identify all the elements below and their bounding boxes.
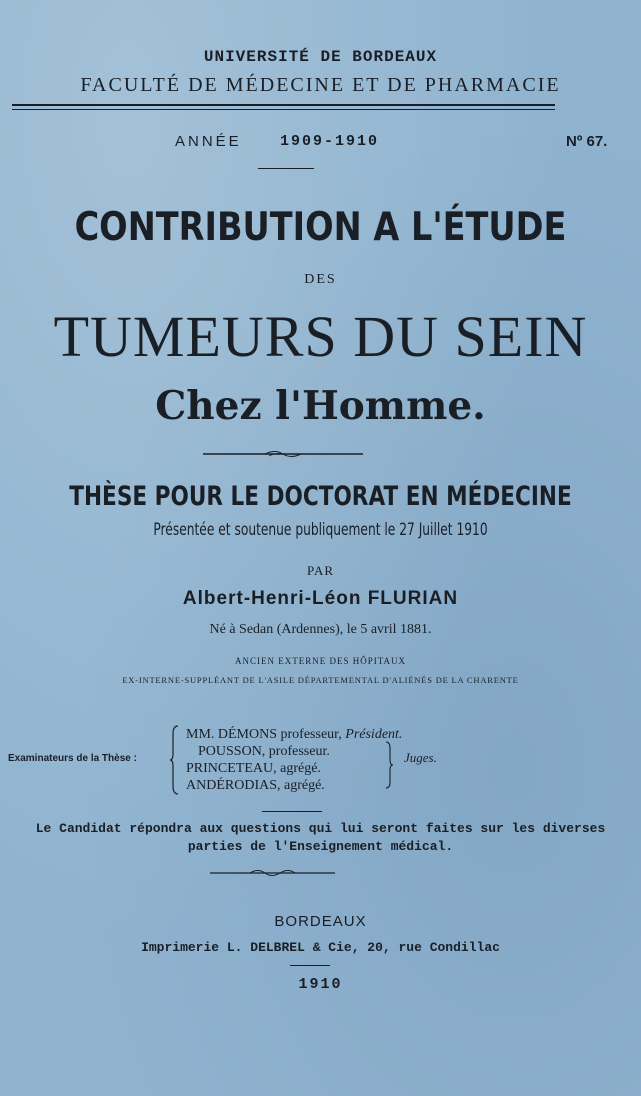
jury-member-name: ANDÉRODIAS, agrégé.: [186, 778, 325, 793]
jury-member-role: Président.: [345, 727, 403, 742]
header-rule: [12, 104, 555, 106]
short-rule: [258, 168, 314, 169]
university-name: UNIVERSITÉ DE BORDEAUX: [203, 48, 438, 66]
title-line-1: CONTRIBUTION A L'ÉTUDE: [74, 205, 567, 250]
jury-member: [186, 726, 402, 743]
author-name: Albert-Henri-Léon FLURIAN: [182, 588, 459, 609]
academic-years: 1909-1910: [280, 133, 380, 150]
jury-member: [186, 777, 402, 794]
by-label: PAR: [306, 563, 335, 578]
title-line-2: DES: [304, 272, 337, 287]
jury-member: [186, 760, 402, 777]
faculty-name: FACULTÉ DE MÉDECINE ET DE PHARMACIE: [80, 74, 561, 96]
publication-year: 1910: [298, 976, 343, 993]
former-position-2: EX-INTERNE-SUPPLÉANT DE L'ASILE DÉPARTEMENTAL D'ALIÉNÉS DE LA CHARENTE: [122, 675, 519, 685]
thesis-heading: THÈSE POUR LE DOCTORAT EN MÉDECINE: [69, 481, 572, 512]
printer: Imprimerie L. DELBREL & Cie, 20, rue Condillac: [141, 940, 500, 955]
jury-member-name: MM. DÉMONS professeur,: [186, 727, 342, 742]
former-position-1: ANCIEN EXTERNE DES HÔPITAUX: [234, 656, 407, 666]
birth-info: Né à Sedan (Ardennes), le 5 avril 1881.: [209, 622, 432, 637]
left-brace: [170, 724, 180, 796]
jury-member: [186, 743, 402, 760]
header-rule-thin: [12, 109, 555, 110]
year-label: ANNÉE: [175, 133, 242, 150]
thesis-number: Nº 67.: [566, 133, 608, 150]
jury-list: [186, 726, 402, 794]
defense-date: Présentée et soutenue publiquement le 27 Juillet 1910: [153, 520, 488, 540]
ornamental-divider-2: [210, 867, 335, 879]
title-line-4: Chez l'Homme.: [155, 383, 486, 429]
examiners-label: Examinateurs de la Thèse :: [8, 753, 137, 764]
title-line-3: TUMEURS DU SEIN: [53, 304, 588, 369]
jury-member-name: POUSSON, professeur.: [198, 744, 330, 759]
right-brace: [384, 740, 394, 790]
candidate-notice: [0, 820, 641, 856]
notice-line-1: Le Candidat répondra aux questions qui lui seront faites sur les diverses: [35, 821, 606, 836]
short-rule-3: [290, 965, 330, 966]
short-rule-2: [262, 811, 322, 812]
notice-line-2: parties de l'Enseignement médical.: [187, 839, 454, 854]
ornamental-divider: [203, 448, 363, 460]
judges-label: Juges.: [404, 750, 437, 765]
jury-member-name: PRINCETEAU, agrégé.: [186, 761, 321, 776]
city: BORDEAUX: [274, 913, 367, 930]
academic-year-row: [0, 133, 641, 155]
